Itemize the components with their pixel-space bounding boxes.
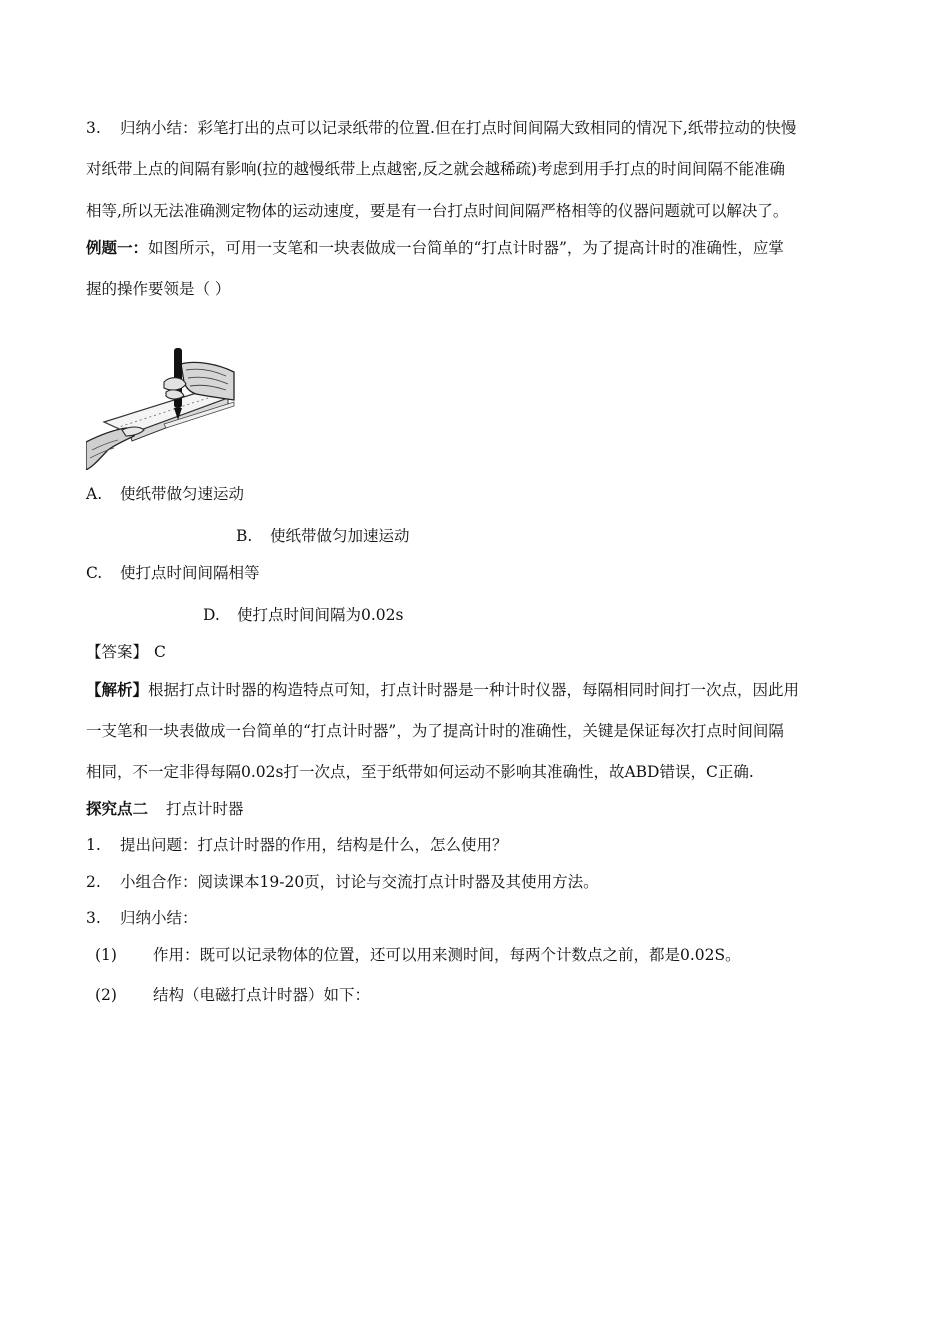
option-d-text: 使打点时间间隔为0.02s <box>237 606 404 624</box>
summary-item-3-line2: 对纸带上点的间隔有影响(拉的越慢纸带上点越密,反之就会越稀疏)考虑到用手打点的时间间隔不能准确 <box>86 160 786 178</box>
analysis-text-1: 根据打点计时器的构造特点可知，打点计时器是一种计时仪器，每隔相同时间打一次点，因此用 <box>148 681 800 699</box>
section-2-item-2-number: 2. <box>86 873 101 891</box>
sub-item-1 <box>95 945 741 965</box>
summary-item-3-text-1: 归纳小结：彩笔打出的点可以记录纸带的位置.但在打点时间间隔大致相同的情况下,纸带拉动的快慢 <box>120 119 797 137</box>
section-2-item-1 <box>86 835 508 855</box>
section-2-item-1-text: 提出问题：打点计时器的作用，结构是什么，怎么使用？ <box>120 836 508 854</box>
example-1-question-line2: 握的操作要领是（ ） <box>86 280 231 298</box>
option-a-letter: A. <box>86 485 103 503</box>
pen-and-hand-illustration <box>86 342 236 470</box>
example-1-question-line1 <box>86 238 784 258</box>
summary-item-3-number: 3. <box>86 119 101 137</box>
analysis-line2: 一支笔和一块表做成一台简单的“打点计时器”，为了提高计时的准确性，关键是保证每次打点时间间隔 <box>86 722 784 740</box>
section-2-item-3 <box>86 908 198 928</box>
section-2-item-2-text: 小组合作：阅读课本19-20页，讨论与交流打点计时器及其使用方法。 <box>120 873 599 891</box>
example-1-question-text: 如图所示，可用一支笔和一块表做成一台简单的“打点计时器”，为了提高计时的准确性，应掌 <box>148 239 784 257</box>
option-a <box>86 484 244 504</box>
example-1-label: 例题一： <box>86 239 149 257</box>
analysis-label: 【解析】 <box>86 681 149 699</box>
sub-item-1-text: 作用：既可以记录物体的位置，还可以用来测时间，每两个计数点之前，都是0.02S。 <box>153 946 741 964</box>
analysis-line1 <box>86 680 799 700</box>
section-2-item-3-text: 归纳小结： <box>120 909 198 927</box>
option-b-letter: B. <box>236 527 253 545</box>
section-2-heading <box>86 799 244 819</box>
section-2-item-3-number: 3. <box>86 909 101 927</box>
option-c <box>86 563 260 583</box>
pen-timer-figure <box>86 342 236 470</box>
option-d-letter: D. <box>203 606 220 624</box>
option-a-text: 使纸带做匀速运动 <box>120 485 245 503</box>
sub-item-2-number: (2) <box>95 986 117 1004</box>
section-2-item-1-number: 1. <box>86 836 101 854</box>
answer-line <box>86 642 166 662</box>
sub-item-1-number: (1) <box>95 946 117 964</box>
option-b-text: 使纸带做匀加速运动 <box>270 527 410 545</box>
summary-item-3-line1 <box>86 118 796 138</box>
answer-value: C <box>154 643 166 661</box>
answer-label: 【答案】 <box>86 643 149 661</box>
option-c-text: 使打点时间间隔相等 <box>120 564 260 582</box>
option-d <box>203 605 403 625</box>
analysis-line3: 相同，不一定非得每隔0.02s打一次点，至于纸带如何运动不影响其准确性，故ABD错误，C正确. <box>86 763 754 781</box>
section-2-label: 探究点二 <box>86 800 149 818</box>
sub-item-2 <box>95 985 370 1005</box>
summary-item-3-line3: 相等,所以无法准确测定物体的运动速度，要是有一台打点时间间隔严格相等的仪器问题就可以解决了。 <box>86 202 789 220</box>
option-c-letter: C. <box>86 564 103 582</box>
sub-item-2-text: 结构（电磁打点计时器）如下： <box>153 986 371 1004</box>
section-2-title: 打点计时器 <box>166 800 244 818</box>
option-b <box>236 526 410 546</box>
section-2-item-2 <box>86 872 599 892</box>
